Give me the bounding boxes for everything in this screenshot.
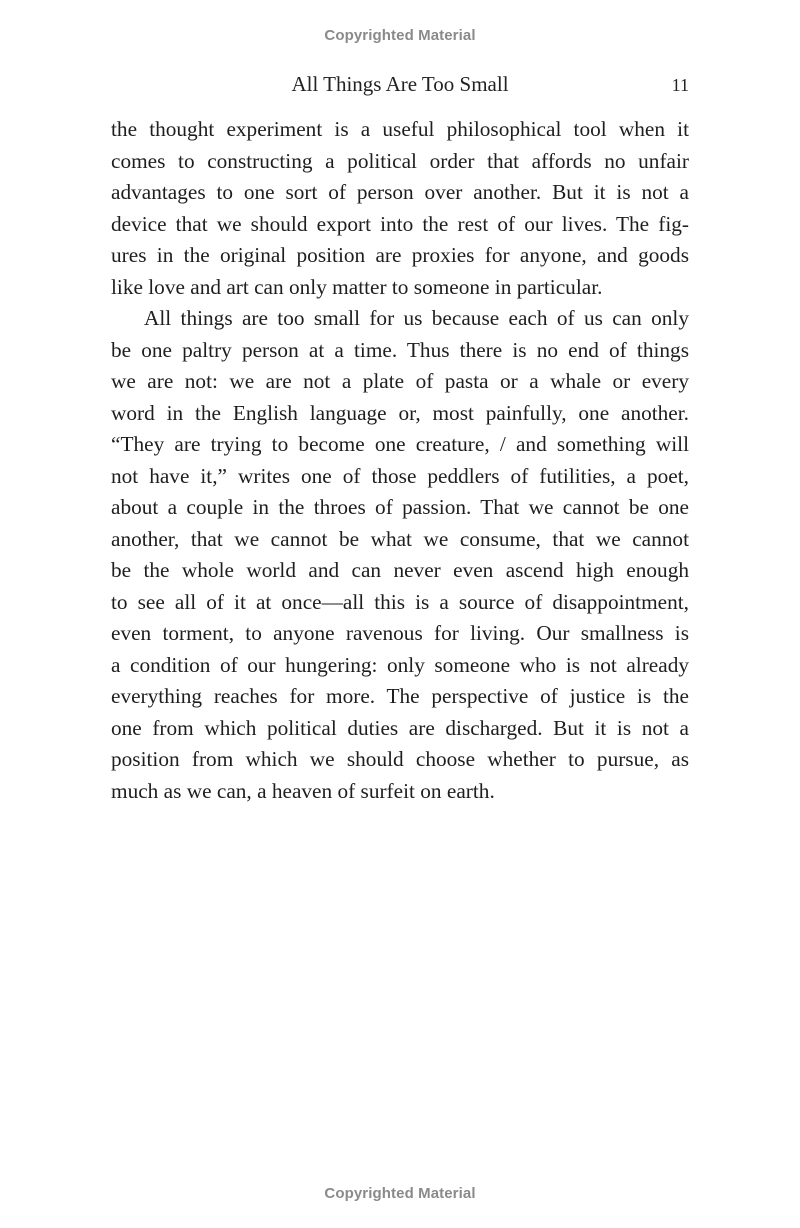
text-line: a condition of our hungering: only someone who is not already (111, 652, 689, 677)
text-line: word in the English language or, most painfully, one another. (111, 400, 689, 425)
text-line: “They are trying to become one creature, / and something will (111, 432, 689, 456)
text-line: advantages to one sort of person over another. But it is not a (111, 180, 689, 204)
text-line: position from which we should choose whether to pursue, as (111, 747, 689, 771)
text-line: everything reaches for more. The perspective of justice is the (111, 684, 689, 708)
text-line: about a couple in the throes of passion. That we cannot be one (111, 495, 689, 519)
page-number: 11 (671, 75, 689, 95)
body-text (111, 114, 689, 807)
text-line: much as we can, a heaven of surfeit on earth. (111, 778, 495, 803)
text-line: even torment, to anyone ravenous for living. Our smallness is (111, 621, 689, 645)
text-line: ures in the original position are proxies for anyone, and goods (111, 243, 689, 267)
text-line: the thought experiment is a useful philosophical tool when it (111, 117, 689, 141)
text-line: All things are too small for us because each of us can only (144, 306, 689, 330)
text-line: device that we should export into the rest of our lives. The fig- (111, 211, 689, 236)
text-line: one from which political duties are discharged. But it is not a (111, 715, 689, 740)
text-line: not have it,” writes one of those peddlers of futilities, a poet, (111, 463, 689, 488)
running-header (111, 72, 689, 98)
text-line: be one paltry person at a time. Thus there is no end of things (111, 337, 689, 362)
copyright-watermark-bottom: Copyrighted Material (324, 1185, 476, 1202)
text-line: comes to constructing a political order that affords no unfair (111, 148, 689, 173)
paragraph-2 (111, 303, 689, 807)
text-line: we are not: we are not a plate of pasta or a whale or every (111, 369, 689, 393)
text-line: be the whole world and can never even ascend high enough (111, 558, 689, 582)
copyright-watermark-top: Copyrighted Material (324, 27, 476, 44)
text-line: to see all of it at once—all this is a source of disappointment, (111, 589, 689, 614)
text-line: another, that we cannot be what we consume, that we cannot (111, 526, 689, 551)
text-line: like love and art can only matter to someone in particular. (111, 274, 603, 299)
running-title: All Things Are Too Small (291, 72, 509, 96)
paragraph-1 (111, 114, 689, 303)
